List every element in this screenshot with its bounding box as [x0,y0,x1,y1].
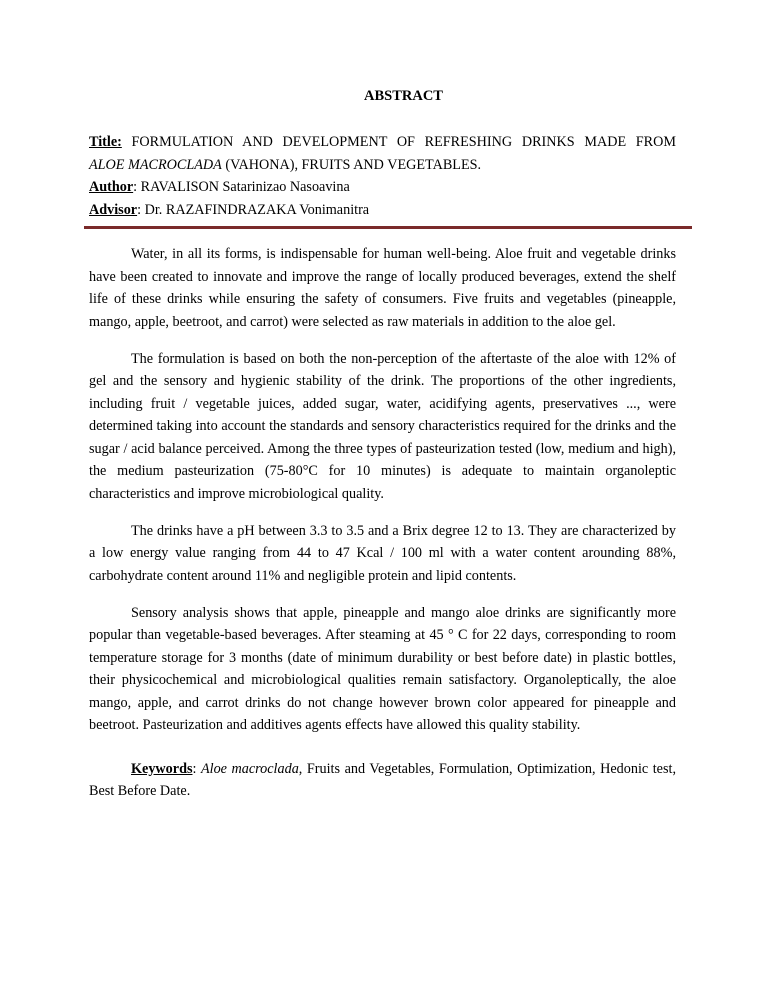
keywords-rest: , Fruits and Vegetables, Formulation, Optimization, Hedonic test, Best Before Date. [89,760,676,799]
abstract-paragraph: The drinks have a pH between 3.3 to 3.5 and a Brix degree 12 to 13. They are characterized by a low energy value ranging from 44 to 47 Kcal / 100 ml with a water content arounding 88%, carbohydrate content around 11% and negligible protein and lipid contents. [89,522,676,584]
keywords-species: Aloe macroclada [200,760,299,777]
title-species: ALOE MACROCLADA [89,156,222,173]
advisor-sep: : [137,201,145,218]
advisor-name: Dr. RAZAFINDRAZAKA Vonimanitra [144,201,370,218]
abstract-paragraph: The formulation is based on both the non-perception of the aftertaste of the aloe with 12% of gel and the sensory and hygienic stability of the drink. The proportions of the other ingredients, including fruit / vegetable juices, added sugar, water, acidifying agents, preservatives ..., were determined taking into account the standards and sensory characteristics required for the drinks and the sugar / acid balance perceived. Among the three types of pasteurization tested (low, medium and high), the medium pasteurization (75-80°C for 10 minutes) is adequate to maintain organoleptic characteristics and improve microbiological quality. [89,350,676,502]
abstract-metadata [89,131,676,221]
title-text-line1: FORMULATION AND DEVELOPMENT OF REFRESHING DRINKS MADE FROM [131,134,677,150]
author-sep: : [133,179,141,195]
title-text-line2: (VAHONA), FRUITS AND VEGETABLES. [221,156,482,173]
page-heading: ABSTRACT [364,88,443,104]
advisor-line [89,199,676,222]
keywords-line [89,758,676,803]
abstract-paragraph: Water, in all its forms, is indispensable for human well-being. Aloe fruit and vegetable drinks have been created to innovate and improve the range of locally produced beverages, extend the shelf life of these drinks while ensuring the safety of consumers. Five fruits and vegetables (pineapple, mango, apple, beetroot, and carrot) were selected as raw materials in addition to the aloe gel. [89,246,676,330]
abstract-body [89,243,676,803]
title-line-2 [89,154,676,177]
keywords-label: Keywords [131,760,193,777]
title-line [89,131,676,154]
header-divider [84,226,692,229]
abstract-paragraph: Sensory analysis shows that apple, pineapple and mango aloe drinks are significantly more popular than vegetable-based beverages. After steaming at 45 ° C for 22 days, corresponding to room temperature storage for 3 months (date of minimum durability or best before date) in plastic bottles, their physicochemical and microbiological qualities remain satisfactory. Organoleptically, the aloe mango, apple, and carrot drinks do not change however brown color appeared for pineapple and beetroot. Pasteurization and additives agents effects have allowed this quality stability. [89,604,676,733]
keywords-sep: : [192,760,201,777]
author-line [89,176,676,199]
advisor-label: Advisor [89,201,138,218]
author-label: Author [89,179,134,195]
author-name: RAVALISON Satarinizao Nasoavina [140,179,350,195]
title-label: Title: [89,134,122,150]
